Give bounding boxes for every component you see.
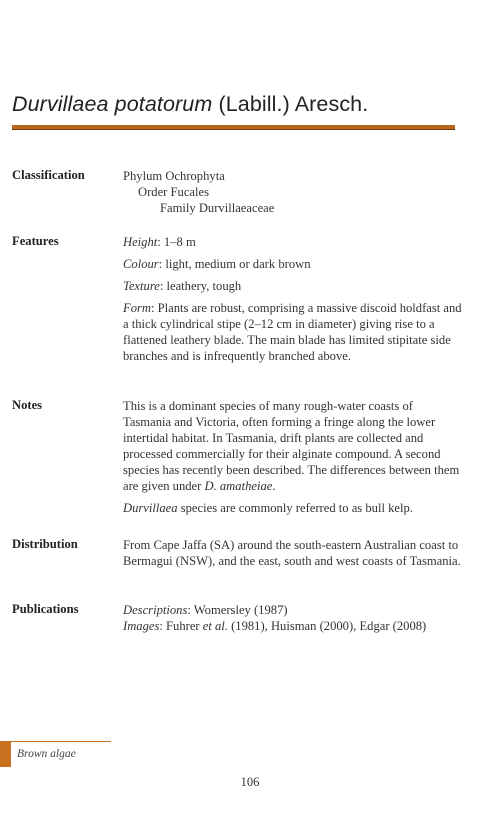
form-value: : Plants are robust, comprising a massive discoid holdfast and a thick cylindrical stipe (2–12 cm in diameter) giving rise to a flattened leathery blade. The main blade has limited stipitate side branches and is infrequently branched above. bbox=[123, 301, 462, 363]
publications-label: Publications bbox=[12, 602, 79, 616]
title-rule bbox=[12, 125, 455, 130]
descriptions-key: Descriptions bbox=[123, 603, 188, 617]
publications-descriptions bbox=[123, 602, 463, 618]
distribution-content bbox=[123, 537, 463, 569]
notes-para2-genus: Durvillaea bbox=[123, 501, 178, 515]
notes-para1-species: D. amatheiae bbox=[204, 479, 273, 493]
feature-texture bbox=[123, 278, 463, 294]
publications-images bbox=[123, 618, 463, 634]
texture-value: : leathery, tough bbox=[159, 279, 242, 293]
page-number: 106 bbox=[240, 775, 260, 789]
form-key: Form bbox=[123, 301, 151, 315]
feature-height bbox=[123, 234, 463, 250]
order-line: Order Fucales bbox=[138, 185, 209, 199]
section-footer-label: Brown algae bbox=[17, 748, 76, 760]
phylum-line: Phylum Ochrophyta bbox=[123, 169, 225, 183]
notes-para2-text: species are commonly referred to as bull kelp. bbox=[177, 501, 413, 515]
notes-label: Notes bbox=[12, 398, 43, 412]
notes-paragraph-2 bbox=[123, 500, 463, 516]
feature-colour bbox=[123, 256, 463, 272]
colour-key: Colour bbox=[123, 257, 159, 271]
notes-content bbox=[123, 398, 463, 516]
publications-content bbox=[123, 602, 463, 634]
title-species-name: Durvillaea potatorum bbox=[12, 92, 213, 116]
classification-content bbox=[123, 168, 463, 216]
texture-key: Texture bbox=[123, 279, 160, 293]
notes-para1-text: This is a dominant species of many rough-water coasts of Tasmania and Victoria, often forming a fringe along the lower intertidal habitat. In Tasmania, drift plants are collected and processed commercially for their alginate compound. A second species has recently been described. The differences between them are given under bbox=[123, 399, 460, 493]
title-authority: (Labill.) Aresch. bbox=[212, 92, 369, 116]
page-title bbox=[12, 92, 368, 117]
classification-label: Classification bbox=[12, 168, 85, 182]
features-content bbox=[123, 234, 463, 364]
notes-paragraph-1 bbox=[123, 398, 463, 494]
images-et-al: et al. bbox=[202, 619, 228, 633]
distribution-text: From Cape Jaffa (SA) around the south-eastern Australian coast to Bermagui (NSW), and the east, south and west coasts of Tasmania. bbox=[123, 538, 461, 568]
section-tab-marker bbox=[0, 741, 11, 767]
descriptions-value: : Womersley (1987) bbox=[187, 603, 288, 617]
distribution-label: Distribution bbox=[12, 537, 78, 551]
family-line: Family Durvillaeaceae bbox=[160, 201, 275, 215]
feature-form bbox=[123, 300, 463, 364]
colour-value: : light, medium or dark brown bbox=[158, 257, 311, 271]
notes-para1-end: . bbox=[272, 479, 276, 493]
images-value-2: (1981), Huisman (2000), Edgar (2008) bbox=[227, 619, 427, 633]
features-label: Features bbox=[12, 234, 59, 248]
images-value-1: : Fuhrer bbox=[159, 619, 203, 633]
height-value: : 1–8 m bbox=[157, 235, 196, 249]
height-key: Height bbox=[123, 235, 158, 249]
images-key: Images bbox=[123, 619, 160, 633]
section-tab-line bbox=[11, 741, 111, 742]
